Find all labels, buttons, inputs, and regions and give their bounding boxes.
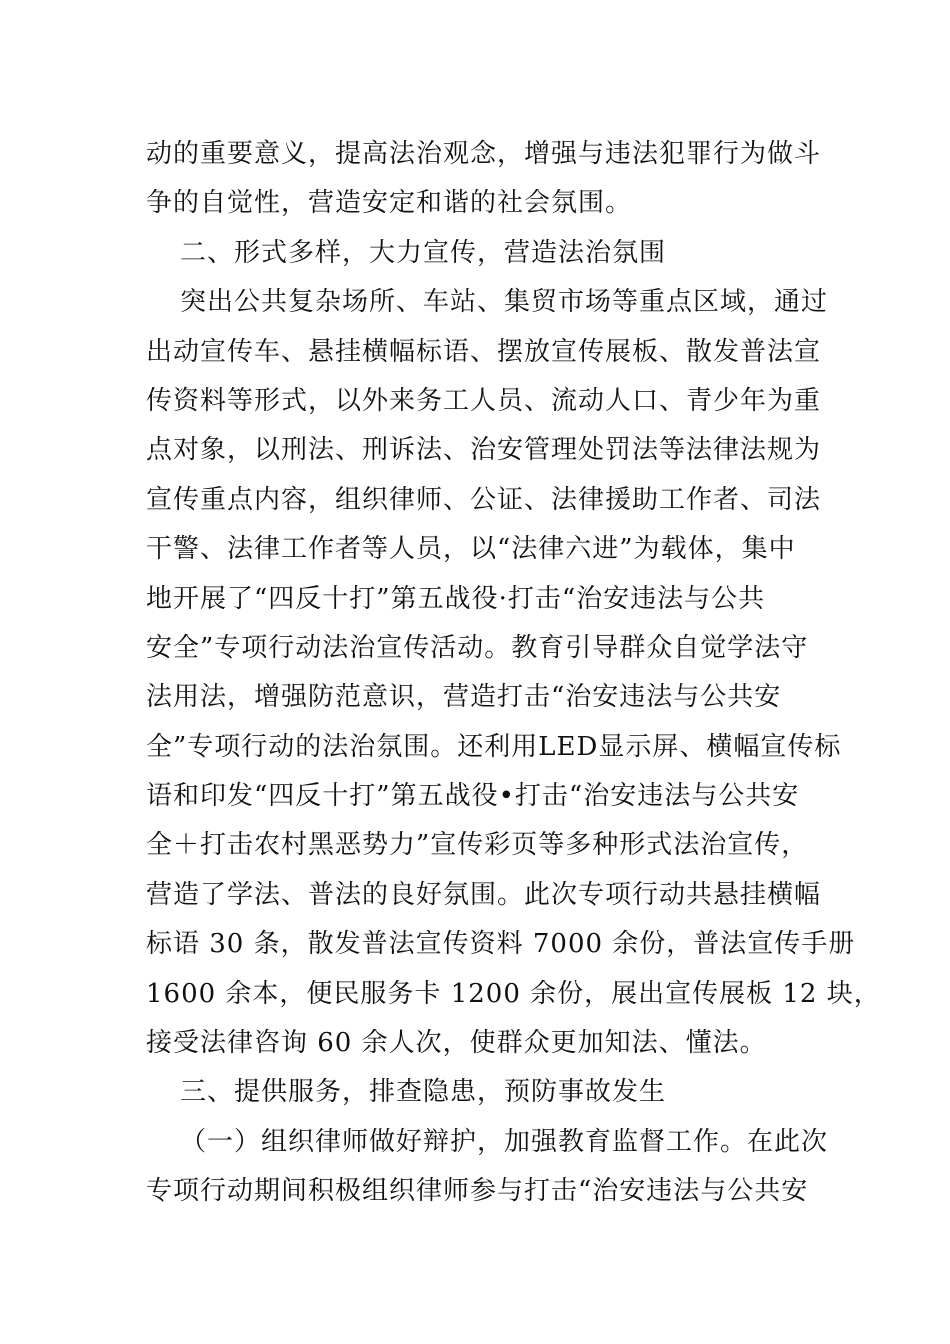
paragraph-first-line: 突出公共复杂场所、车站、集贸市场等重点区域，通过 — [180, 287, 829, 318]
section-heading: 三、提供服务，排查隐患，预防事故发生 — [180, 1077, 667, 1108]
body-line: 宣传重点内容，组织律师、公证、法律援助工作者、司法 — [146, 484, 822, 515]
section-heading: 二、形式多样，大力宣传，营造法治氛围 — [180, 237, 667, 268]
body-line: 接受法律咨询 60 余人次，使群众更加知法、懂法。 — [146, 1028, 767, 1059]
document-body — [146, 130, 881, 1217]
body-line: 出动宣传车、悬挂横幅标语、摆放宣传展板、散发普法宣 — [146, 336, 822, 367]
body-line: 语和印发“四反十打”第五战役•打击“治安违法与公共安 — [146, 781, 800, 812]
body-line: 营造了学法、普法的良好氛围。此次专项行动共悬挂横幅 — [146, 879, 822, 910]
body-line: 全”专项行动的法治氛围。还利用LED显示屏、横幅宣传标 — [146, 731, 842, 762]
body-line: 1600 余本，便民服务卡 1200 余份，展出宣传展板 12 块， — [146, 978, 881, 1009]
body-line: 全＋打击农村黑恶势力”宣传彩页等多种形式法治宣传， — [146, 830, 809, 861]
body-line: 法用法，增强防范意识，营造打击“治安违法与公共安 — [146, 682, 782, 713]
body-line: 安全”专项行动法治宣传活动。教育引导群众自觉学法守 — [146, 632, 809, 663]
body-line: 专项行动期间积极组织律师参与打击“治安违法与公共安 — [146, 1176, 809, 1207]
body-line: 地开展了“四反十打”第五战役·打击“治安违法与公共 — [146, 583, 766, 614]
body-line: 传资料等形式，以外来务工人员、流动人口、青少年为重 — [146, 385, 822, 416]
body-line: 动的重要意义，提高法治观念，增强与违法犯罪行为做斗 — [146, 139, 822, 169]
body-line: 标语 30 条，散发普法宣传资料 7000 余份，普法宣传手册 — [146, 929, 856, 960]
body-line: 干警、法律工作者等人员，以“法律六进”为载体，集中 — [146, 534, 796, 565]
subsection-first-line: （一）组织律师做好辩护，加强教育监督工作。在此次 — [180, 1126, 829, 1157]
body-line: 争的自觉性，营造安定和谐的社会氛围。 — [146, 188, 633, 219]
body-line: 点对象，以刑法、刑诉法、治安管理处罚法等法律法规为 — [146, 435, 822, 466]
